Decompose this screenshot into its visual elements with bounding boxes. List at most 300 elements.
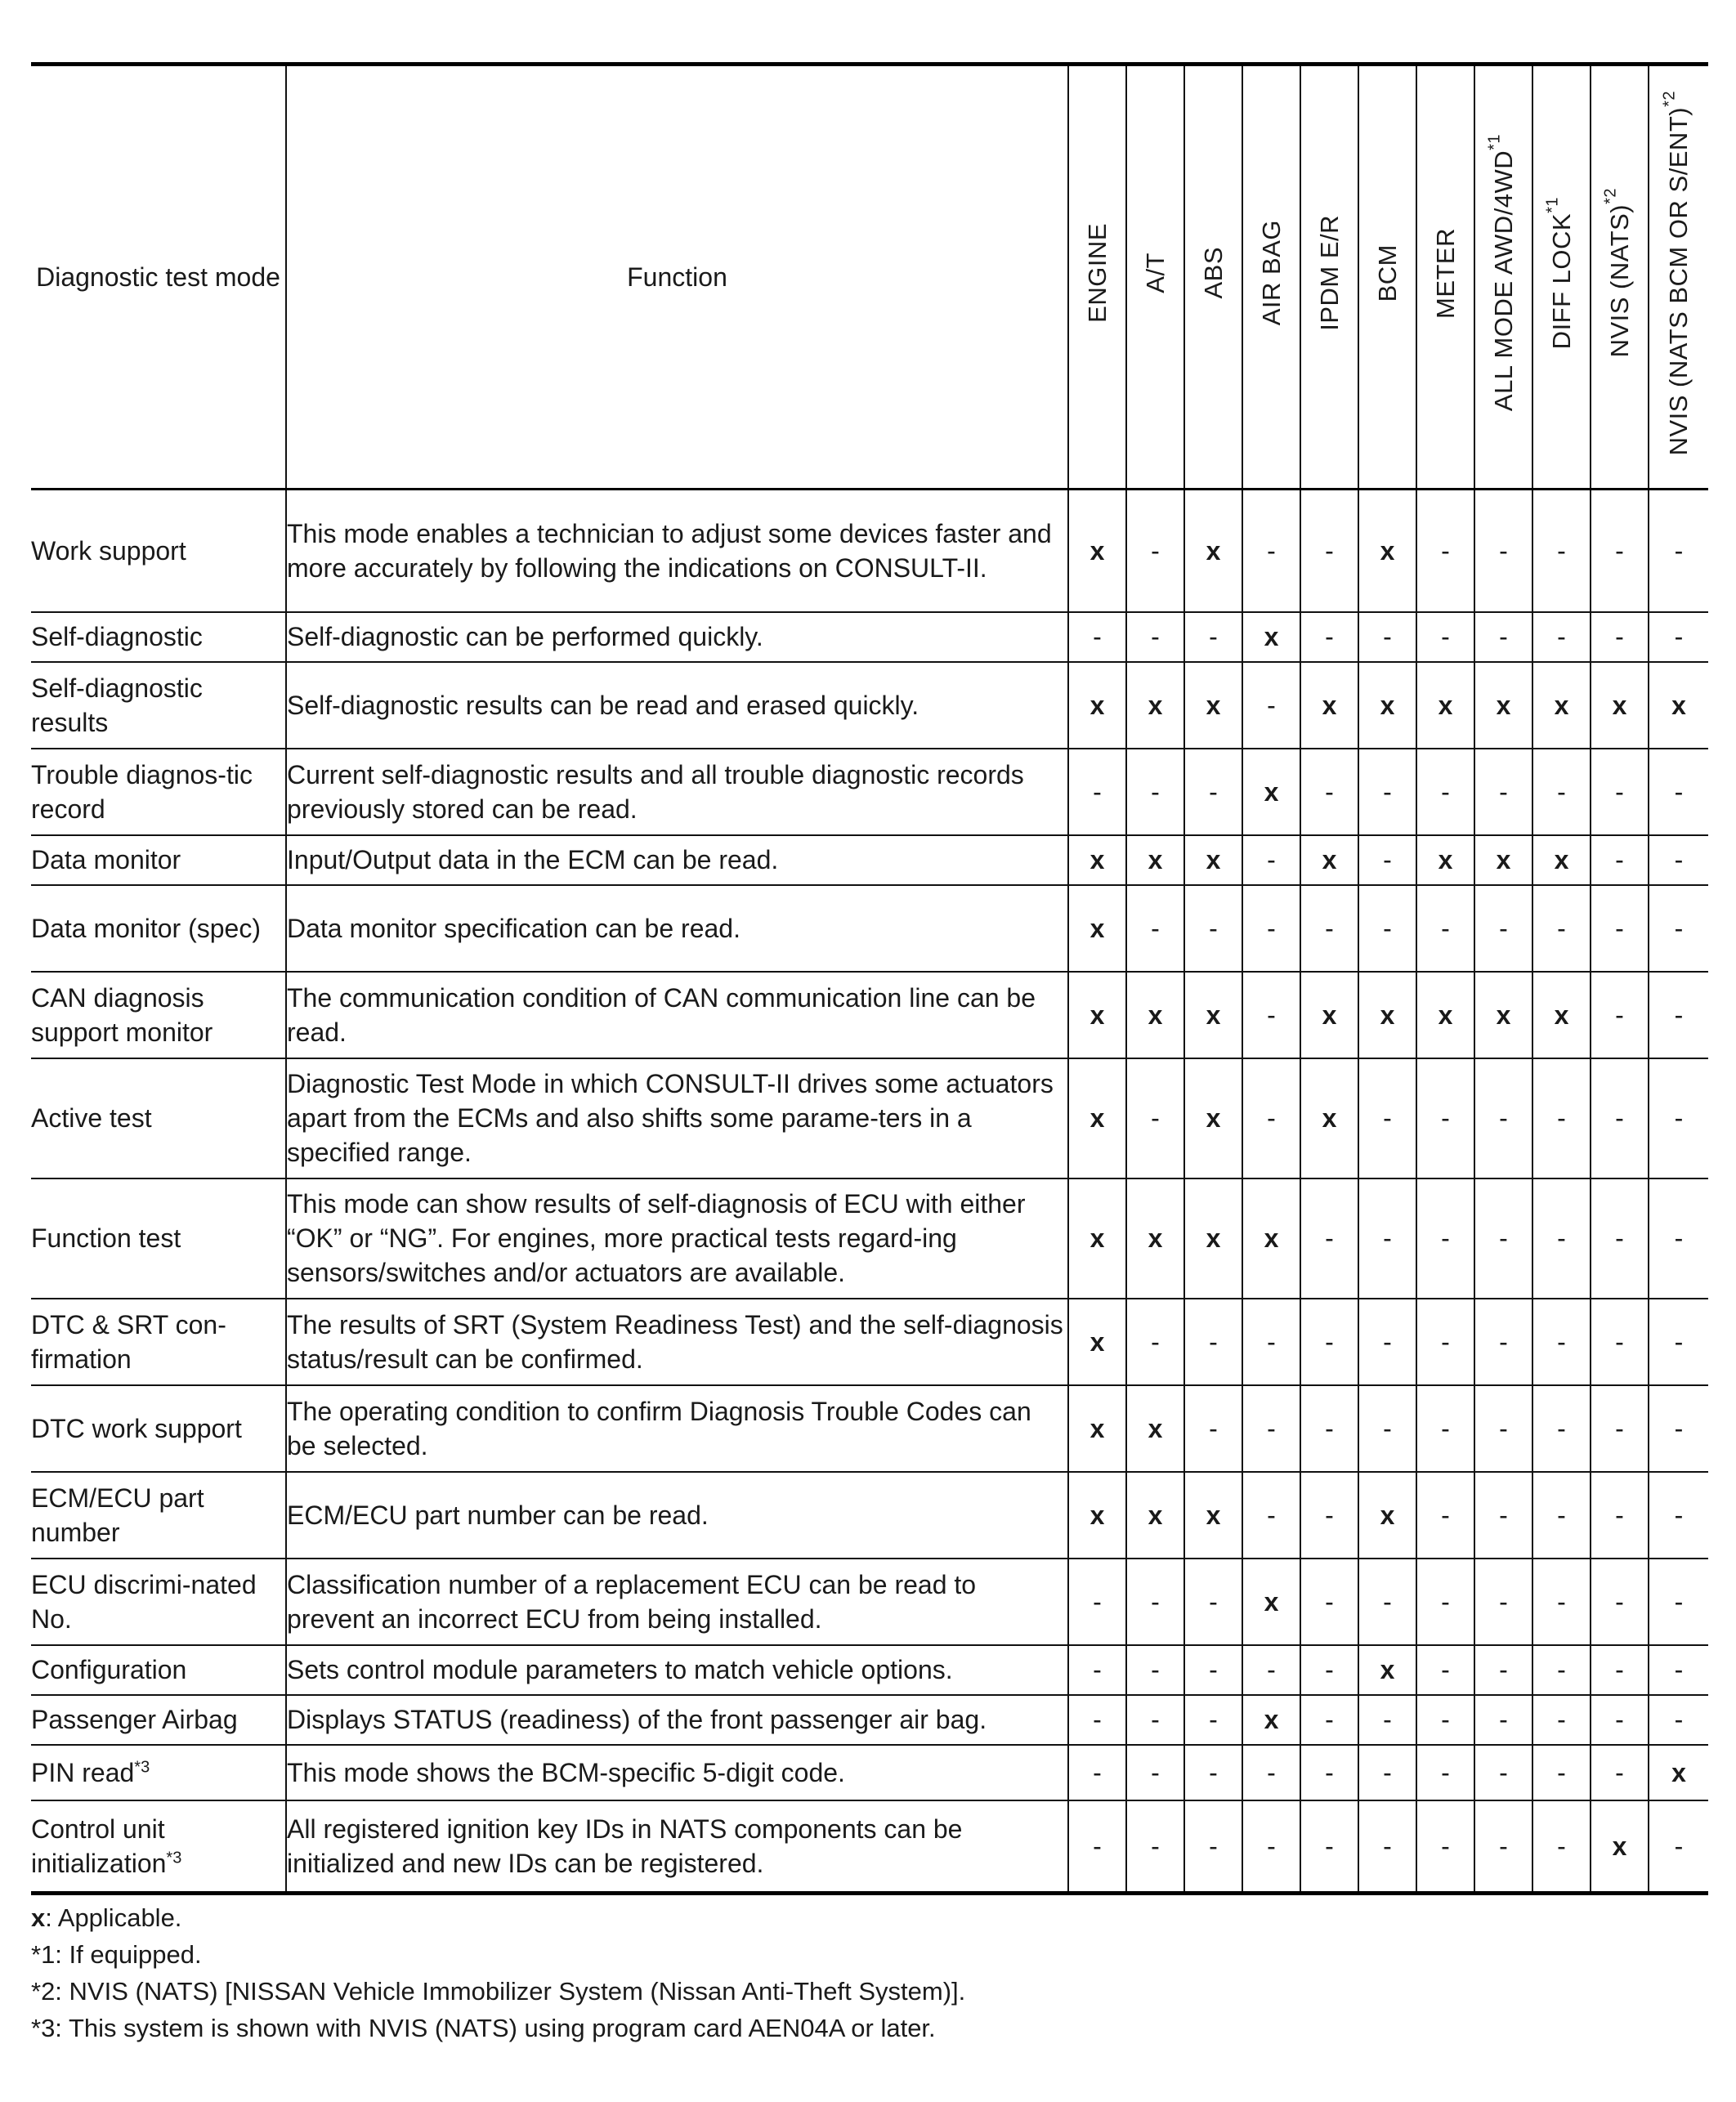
table-row — [31, 662, 1708, 749]
cell-applicability: x — [1242, 1178, 1300, 1299]
cell-applicability: x — [1474, 835, 1532, 885]
table-row — [31, 1178, 1708, 1299]
cell-applicability: x — [1068, 1058, 1126, 1178]
header-system-diff-lock — [1532, 65, 1591, 490]
footnote-1: *1: If equipped. — [31, 1940, 202, 1969]
cell-applicability: - — [1242, 1800, 1300, 1894]
cell-applicability: - — [1242, 1745, 1300, 1800]
cell-applicability: - — [1242, 1058, 1300, 1178]
cell-applicability: - — [1068, 1559, 1126, 1645]
cell-applicability: - — [1358, 749, 1416, 835]
cell-applicability: x — [1068, 1178, 1126, 1299]
cell-applicability: x — [1126, 662, 1184, 749]
mode-text: Passenger Airbag — [31, 1705, 238, 1734]
cell-applicability: - — [1068, 749, 1126, 835]
mode-text: Trouble diagnos-tic record — [31, 759, 253, 824]
header-system-a-t — [1126, 65, 1184, 490]
cell-applicability: - — [1474, 612, 1532, 662]
header-system-footnote-mark: *2 — [1660, 90, 1679, 107]
cell-applicability: - — [1184, 1745, 1242, 1800]
header-system-text: ENGINE — [1082, 223, 1112, 323]
cell-applicability: - — [1416, 1472, 1474, 1559]
legend — [31, 1899, 965, 2046]
cell-applicability: - — [1649, 749, 1708, 835]
cell-applicability: x — [1300, 972, 1358, 1058]
cell-applicability: x — [1068, 490, 1126, 612]
cell-applicability: x — [1184, 1058, 1242, 1178]
cell-applicability: x — [1184, 1178, 1242, 1299]
cell-applicability: - — [1591, 1745, 1649, 1800]
cell-applicability: - — [1184, 1800, 1242, 1894]
cell-applicability: - — [1416, 1385, 1474, 1472]
cell-applicability: x — [1591, 662, 1649, 749]
cell-applicability: - — [1300, 490, 1358, 612]
header-system-text: ABS — [1198, 247, 1228, 299]
cell-function: ECM/ECU part number can be read. — [286, 1472, 1068, 1559]
mode-text: Active test — [31, 1103, 152, 1133]
cell-applicability: - — [1184, 1559, 1242, 1645]
cell-mode — [31, 1745, 286, 1800]
cell-applicability: - — [1126, 1645, 1184, 1695]
table-row — [31, 835, 1708, 885]
cell-applicability: x — [1184, 835, 1242, 885]
cell-applicability: - — [1068, 1800, 1126, 1894]
header-system-meter — [1416, 65, 1474, 490]
cell-mode — [31, 1178, 286, 1299]
cell-applicability: x — [1358, 972, 1416, 1058]
cell-applicability: x — [1068, 662, 1126, 749]
legend-x-symbol: x — [31, 1903, 46, 1932]
cell-applicability: - — [1358, 835, 1416, 885]
cell-applicability: - — [1649, 1695, 1708, 1745]
header-system-label — [1313, 215, 1347, 331]
cell-applicability: - — [1358, 1299, 1416, 1385]
header-system-label — [1255, 220, 1289, 325]
header-system-text: ALL MODE AWD/4WD — [1488, 150, 1518, 412]
mode-text: Control unit initialization — [31, 1814, 167, 1878]
cell-function: Displays STATUS (readiness) of the front passenger air bag. — [286, 1695, 1068, 1745]
cell-applicability: - — [1416, 612, 1474, 662]
cell-applicability: - — [1300, 1299, 1358, 1385]
header-system-nvis-nats-bcm-or-s-ent — [1649, 65, 1708, 490]
cell-applicability: - — [1416, 1800, 1474, 1894]
cell-applicability: - — [1474, 1745, 1532, 1800]
cell-applicability: - — [1300, 749, 1358, 835]
cell-applicability: - — [1649, 490, 1708, 612]
cell-function: This mode can show results of self-diagnosis of ECU with either “OK” or “NG”. For engines, more practical tests regard-ing sensors/switches and/or actuators are available. — [286, 1178, 1068, 1299]
cell-mode — [31, 1800, 286, 1894]
cell-applicability: - — [1416, 1178, 1474, 1299]
cell-applicability: - — [1300, 612, 1358, 662]
table-row — [31, 1745, 1708, 1800]
cell-applicability: - — [1184, 1385, 1242, 1472]
cell-applicability: - — [1242, 972, 1300, 1058]
cell-applicability: - — [1126, 1299, 1184, 1385]
cell-applicability: - — [1649, 612, 1708, 662]
diagnostic-mode-table — [31, 62, 1708, 1895]
cell-function: Self-diagnostic results can be read and erased quickly. — [286, 662, 1068, 749]
cell-applicability: x — [1358, 1645, 1416, 1695]
cell-applicability: - — [1591, 972, 1649, 1058]
cell-applicability: - — [1532, 749, 1591, 835]
table-body — [31, 490, 1708, 1894]
mode-text: DTC & SRT con-firmation — [31, 1309, 226, 1374]
cell-mode — [31, 749, 286, 835]
cell-applicability: - — [1126, 1559, 1184, 1645]
cell-applicability: x — [1416, 662, 1474, 749]
header-system-text: NVIS (NATS BCM OR S/ENT) — [1664, 106, 1693, 456]
mode-text: CAN diagnosis support monitor — [31, 982, 213, 1047]
header-system-text: METER — [1430, 227, 1460, 319]
cell-mode — [31, 1299, 286, 1385]
cell-applicability: x — [1126, 1385, 1184, 1472]
cell-applicability: - — [1416, 1559, 1474, 1645]
cell-applicability: x — [1068, 885, 1126, 972]
cell-applicability: x — [1416, 835, 1474, 885]
cell-applicability: - — [1068, 612, 1126, 662]
cell-function: The communication condition of CAN communication line can be read. — [286, 972, 1068, 1058]
cell-applicability: - — [1416, 1645, 1474, 1695]
cell-function: Diagnostic Test Mode in which CONSULT-II drives some actuators apart from the ECMs and also shifts some parame-ters in a specified range. — [286, 1058, 1068, 1178]
table-row — [31, 1645, 1708, 1695]
cell-applicability: x — [1242, 749, 1300, 835]
cell-applicability: - — [1300, 1695, 1358, 1745]
cell-applicability: - — [1300, 1178, 1358, 1299]
cell-applicability: - — [1068, 1695, 1126, 1745]
header-system-label — [1081, 223, 1115, 323]
header-system-text: DIFF LOCK — [1546, 212, 1576, 350]
cell-applicability: - — [1591, 612, 1649, 662]
cell-applicability: - — [1474, 749, 1532, 835]
cell-applicability: - — [1532, 1178, 1591, 1299]
mode-text: Function test — [31, 1223, 181, 1253]
header-system-footnote-mark: *1 — [1543, 196, 1562, 213]
cell-applicability: - — [1184, 885, 1242, 972]
table-row — [31, 749, 1708, 835]
cell-applicability: - — [1242, 885, 1300, 972]
cell-mode — [31, 1645, 286, 1695]
cell-mode — [31, 1695, 286, 1745]
cell-applicability: - — [1416, 1058, 1474, 1178]
cell-applicability: x — [1358, 662, 1416, 749]
cell-applicability: - — [1184, 1695, 1242, 1745]
cell-applicability: - — [1532, 1695, 1591, 1745]
cell-applicability: - — [1126, 1058, 1184, 1178]
cell-applicability: - — [1242, 490, 1300, 612]
cell-function: Sets control module parameters to match vehicle options. — [286, 1645, 1068, 1695]
cell-applicability: x — [1068, 972, 1126, 1058]
header-function: Function — [286, 65, 1068, 490]
cell-function: Data monitor specification can be read. — [286, 885, 1068, 972]
cell-applicability: - — [1649, 1645, 1708, 1695]
cell-applicability: - — [1649, 1178, 1708, 1299]
header-diagnostic-test-mode: Diagnostic test mode — [31, 65, 286, 490]
cell-applicability: - — [1358, 1178, 1416, 1299]
table-row — [31, 1385, 1708, 1472]
header-system-text: IPDM E/R — [1314, 215, 1344, 331]
footnote-2: *2: NVIS (NATS) [NISSAN Vehicle Immobilizer System (Nissan Anti-Theft System)]. — [31, 1977, 966, 2006]
cell-applicability: x — [1591, 1800, 1649, 1894]
cell-applicability: - — [1591, 1645, 1649, 1695]
table-row — [31, 1472, 1708, 1559]
cell-applicability: - — [1649, 1472, 1708, 1559]
cell-applicability: - — [1532, 1385, 1591, 1472]
cell-applicability: - — [1532, 1299, 1591, 1385]
mode-text: ECM/ECU part number — [31, 1483, 204, 1547]
header-system-label — [1197, 247, 1231, 299]
cell-applicability: - — [1126, 1695, 1184, 1745]
header-system-text: NVIS (NATS) — [1604, 204, 1634, 358]
cell-applicability: - — [1532, 885, 1591, 972]
cell-mode — [31, 1058, 286, 1178]
cell-applicability: - — [1532, 1472, 1591, 1559]
mode-text: Data monitor — [31, 845, 181, 874]
cell-applicability: x — [1649, 662, 1708, 749]
cell-applicability: - — [1532, 490, 1591, 612]
table-row — [31, 1058, 1708, 1178]
cell-applicability: - — [1474, 1472, 1532, 1559]
cell-applicability: - — [1591, 1559, 1649, 1645]
cell-applicability: - — [1474, 1645, 1532, 1695]
cell-applicability: - — [1416, 1695, 1474, 1745]
header-system-air-bag — [1242, 65, 1300, 490]
cell-applicability: x — [1300, 835, 1358, 885]
cell-applicability: - — [1591, 835, 1649, 885]
mode-text: Self-diagnostic — [31, 622, 203, 651]
cell-applicability: - — [1126, 1745, 1184, 1800]
mode-footnote-mark: *3 — [166, 1849, 182, 1867]
cell-mode — [31, 835, 286, 885]
header-system-label — [1429, 228, 1463, 319]
table-row — [31, 1800, 1708, 1894]
cell-applicability: - — [1591, 885, 1649, 972]
table-row — [31, 612, 1708, 662]
cell-mode — [31, 490, 286, 612]
table-row — [31, 1695, 1708, 1745]
mode-text: ECU discrimi-nated No. — [31, 1569, 257, 1634]
cell-applicability: x — [1416, 972, 1474, 1058]
cell-applicability: - — [1300, 1745, 1358, 1800]
cell-applicability: - — [1532, 612, 1591, 662]
cell-applicability: x — [1068, 1299, 1126, 1385]
cell-applicability: - — [1184, 612, 1242, 662]
header-system-label — [1487, 134, 1521, 411]
cell-applicability: - — [1416, 490, 1474, 612]
cell-applicability: - — [1068, 1745, 1126, 1800]
cell-applicability: x — [1300, 1058, 1358, 1178]
cell-applicability: - — [1532, 1800, 1591, 1894]
cell-applicability: x — [1242, 1559, 1300, 1645]
header-system-label — [1662, 91, 1696, 455]
cell-applicability: x — [1242, 612, 1300, 662]
cell-applicability: - — [1591, 1385, 1649, 1472]
cell-applicability: - — [1649, 1800, 1708, 1894]
cell-applicability: x — [1242, 1695, 1300, 1745]
cell-applicability: - — [1649, 1385, 1708, 1472]
cell-function: The operating condition to confirm Diagnosis Trouble Codes can be selected. — [286, 1385, 1068, 1472]
mode-text: Self-diagnostic results — [31, 673, 203, 737]
cell-applicability: - — [1591, 1299, 1649, 1385]
cell-applicability: x — [1649, 1745, 1708, 1800]
header-system-bcm — [1358, 65, 1416, 490]
mode-text: Data monitor (spec) — [31, 913, 261, 943]
cell-applicability: - — [1474, 1058, 1532, 1178]
cell-applicability: x — [1358, 490, 1416, 612]
cell-applicability: - — [1474, 1695, 1532, 1745]
header-system-text: BCM — [1372, 244, 1402, 302]
cell-applicability: - — [1649, 885, 1708, 972]
cell-function: Input/Output data in the ECM can be read. — [286, 835, 1068, 885]
cell-applicability: - — [1649, 835, 1708, 885]
cell-applicability: x — [1068, 1385, 1126, 1472]
cell-function: The results of SRT (System Readiness Test) and the self-diagnosis status/result can be confirmed. — [286, 1299, 1068, 1385]
header-system-nvis-nats — [1591, 65, 1649, 490]
cell-mode — [31, 972, 286, 1058]
cell-applicability: - — [1300, 1559, 1358, 1645]
cell-applicability: x — [1126, 1178, 1184, 1299]
cell-applicability: - — [1474, 1178, 1532, 1299]
cell-applicability: - — [1358, 1695, 1416, 1745]
cell-applicability: - — [1358, 1745, 1416, 1800]
header-system-abs — [1184, 65, 1242, 490]
cell-applicability: x — [1184, 1472, 1242, 1559]
mode-text: DTC work support — [31, 1413, 242, 1443]
table-row — [31, 885, 1708, 972]
cell-applicability: - — [1126, 612, 1184, 662]
table-header-row — [31, 65, 1708, 490]
cell-applicability: - — [1358, 1559, 1416, 1645]
cell-function: Current self-diagnostic results and all trouble diagnostic records previously stored can be read. — [286, 749, 1068, 835]
header-system-footnote-mark: *2 — [1601, 188, 1620, 205]
cell-applicability: - — [1416, 1745, 1474, 1800]
cell-applicability: - — [1184, 1645, 1242, 1695]
header-system-label — [1139, 253, 1173, 293]
cell-applicability: - — [1474, 490, 1532, 612]
cell-mode — [31, 612, 286, 662]
cell-applicability: - — [1358, 1800, 1416, 1894]
cell-applicability: x — [1300, 662, 1358, 749]
cell-applicability: x — [1184, 972, 1242, 1058]
cell-mode — [31, 1385, 286, 1472]
cell-applicability: - — [1242, 662, 1300, 749]
cell-applicability: - — [1358, 1058, 1416, 1178]
cell-applicability: x — [1126, 972, 1184, 1058]
cell-applicability: - — [1242, 1472, 1300, 1559]
cell-mode — [31, 1472, 286, 1559]
header-system-ipdm-e-r — [1300, 65, 1358, 490]
cell-applicability: - — [1126, 885, 1184, 972]
cell-applicability: x — [1068, 1472, 1126, 1559]
cell-applicability: - — [1416, 1299, 1474, 1385]
cell-applicability: - — [1068, 1645, 1126, 1695]
legend-applicable — [31, 1899, 965, 1936]
cell-function: This mode enables a technician to adjust some devices faster and more accurately by following the indications on CONSULT-II. — [286, 490, 1068, 612]
cell-applicability: - — [1474, 1559, 1532, 1645]
cell-function: All registered ignition key IDs in NATS components can be initialized and new IDs can be registered. — [286, 1800, 1068, 1894]
cell-applicability: - — [1300, 885, 1358, 972]
cell-applicability: x — [1474, 972, 1532, 1058]
cell-applicability: - — [1126, 749, 1184, 835]
cell-applicability: x — [1532, 835, 1591, 885]
cell-applicability: - — [1591, 1695, 1649, 1745]
cell-applicability: x — [1532, 972, 1591, 1058]
cell-applicability: x — [1532, 662, 1591, 749]
cell-applicability: - — [1416, 885, 1474, 972]
footnote-3: *3: This system is shown with NVIS (NATS) using program card AEN04A or later. — [31, 2014, 936, 2042]
cell-applicability: - — [1184, 1299, 1242, 1385]
header-system-all-mode-awd-4wd — [1474, 65, 1532, 490]
cell-applicability: - — [1649, 972, 1708, 1058]
mode-text: Work support — [31, 535, 186, 566]
mode-text: PIN read — [31, 1757, 135, 1787]
cell-function: This mode shows the BCM-specific 5-digit code. — [286, 1745, 1068, 1800]
header-system-engine — [1068, 65, 1126, 490]
cell-applicability: - — [1126, 1800, 1184, 1894]
cell-applicability: x — [1358, 1472, 1416, 1559]
mode-text: Configuration — [31, 1655, 187, 1684]
cell-applicability: - — [1416, 749, 1474, 835]
cell-applicability: - — [1532, 1559, 1591, 1645]
cell-applicability: - — [1184, 749, 1242, 835]
cell-applicability: - — [1300, 1800, 1358, 1894]
table-row — [31, 1559, 1708, 1645]
cell-applicability: - — [1532, 1745, 1591, 1800]
header-system-label — [1545, 197, 1579, 349]
cell-applicability: x — [1184, 662, 1242, 749]
legend-x-text: : Applicable. — [45, 1903, 182, 1932]
header-system-text: AIR BAG — [1256, 220, 1286, 326]
cell-applicability: - — [1532, 1058, 1591, 1178]
cell-applicability: - — [1591, 1178, 1649, 1299]
cell-function: Self-diagnostic can be performed quickly. — [286, 612, 1068, 662]
cell-mode — [31, 662, 286, 749]
cell-applicability: - — [1358, 885, 1416, 972]
cell-applicability: - — [1242, 1645, 1300, 1695]
cell-applicability: - — [1474, 1299, 1532, 1385]
cell-applicability: - — [1126, 490, 1184, 612]
cell-applicability: - — [1532, 1645, 1591, 1695]
header-system-label — [1371, 244, 1405, 302]
cell-applicability: x — [1126, 835, 1184, 885]
cell-function: Classification number of a replacement ECU can be read to prevent an incorrect ECU from being installed. — [286, 1559, 1068, 1645]
cell-mode — [31, 885, 286, 972]
cell-applicability: - — [1300, 1645, 1358, 1695]
cell-applicability: - — [1474, 1800, 1532, 1894]
cell-applicability: - — [1300, 1472, 1358, 1559]
cell-applicability: - — [1242, 1299, 1300, 1385]
table-row — [31, 490, 1708, 612]
header-system-footnote-mark: *1 — [1485, 134, 1504, 151]
cell-applicability: - — [1649, 1559, 1708, 1645]
cell-applicability: - — [1474, 885, 1532, 972]
cell-applicability: - — [1358, 1385, 1416, 1472]
table-row — [31, 1299, 1708, 1385]
cell-applicability: x — [1184, 490, 1242, 612]
cell-applicability: x — [1068, 835, 1126, 885]
cell-applicability: - — [1591, 1472, 1649, 1559]
cell-applicability: x — [1474, 662, 1532, 749]
cell-applicability: - — [1649, 1299, 1708, 1385]
mode-footnote-mark: *3 — [134, 1757, 150, 1776]
cell-applicability: - — [1242, 1385, 1300, 1472]
cell-mode — [31, 1559, 286, 1645]
header-system-label — [1603, 188, 1637, 357]
cell-applicability: - — [1300, 1385, 1358, 1472]
cell-applicability: - — [1242, 835, 1300, 885]
cell-applicability: - — [1474, 1385, 1532, 1472]
cell-applicability: - — [1649, 1058, 1708, 1178]
table-row — [31, 972, 1708, 1058]
